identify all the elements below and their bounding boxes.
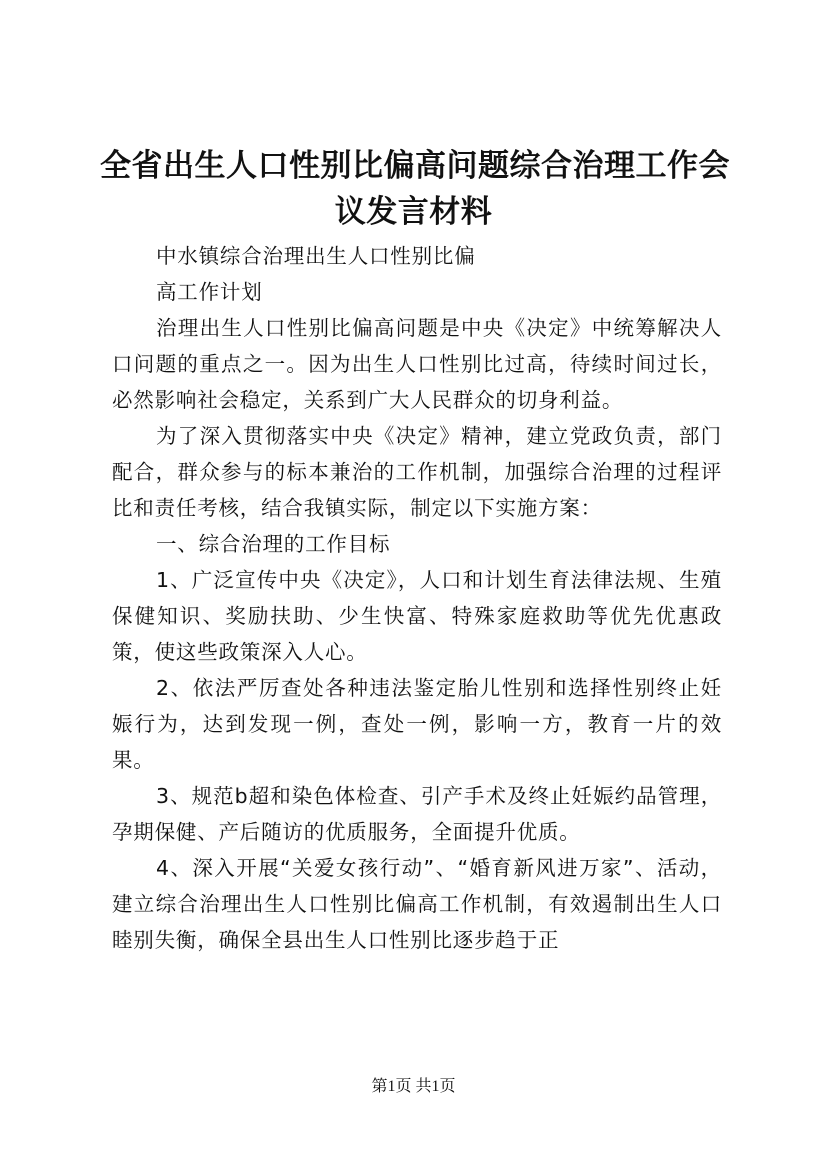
paragraph-goal-3: 3、规范b超和染色体检查、引产手术及终止妊娠约品管理，孕期保健、产后随访的优质服务，全面提升优质。 (112, 784, 722, 844)
paragraph-goal-4: 4、深入开展“关爱女孩行动”、“婚育新风进万家”、活动，建立综合治理出生人口性别比偏高工作机制，有效遏制出生人口睦别失衡，确保全县出生人口性别比逐步趋于正 (112, 856, 722, 952)
document-title-line-1: 全省出生人口性别比偏高问题综合治理工作会 (100, 148, 730, 184)
paragraph-goal-1: 1、广泛宣传中央《决定》，人口和计划生育法律法规、生殖保健知识、奖励扶助、少生快富、特殊家庭救助等优先优惠政策，使这些政策深入人心。 (112, 568, 722, 664)
paragraph-intro: 治理出生人口性别比偏高问题是中央《决定》中统筹解决人口问题的重点之一。因为出生人口性别比过高，待续时间过长，必然影响社会稳定，关系到广大人民群众的切身利益。 (112, 316, 722, 412)
paragraph-purpose: 为了深入贯彻落实中央《决定》精神，建立党政负责，部门配合，群众参与的标本兼治的工作机制，加强综合治理的过程评比和责任考核，结合我镇实际，制定以下实施方案： (112, 424, 722, 520)
page-number-footer: 第1页 共1页 (371, 1078, 456, 1095)
paragraph-subtitle-line-2: 高工作计划 (156, 280, 263, 304)
section-heading-goals: 一、综合治理的工作目标 (156, 532, 391, 556)
paragraph-goal-2: 2、依法严厉查处各种违法鉴定胎儿性别和选择性别终止妊娠行为，达到发现一例，查处一例，影响一方，教育一片的效果。 (112, 676, 722, 772)
document-title-line-2: 议发言材料 (334, 194, 493, 230)
document-body (112, 238, 722, 958)
paragraph-subtitle-line-1: 中水镇综合治理出生人口性别比偏 (156, 244, 476, 268)
